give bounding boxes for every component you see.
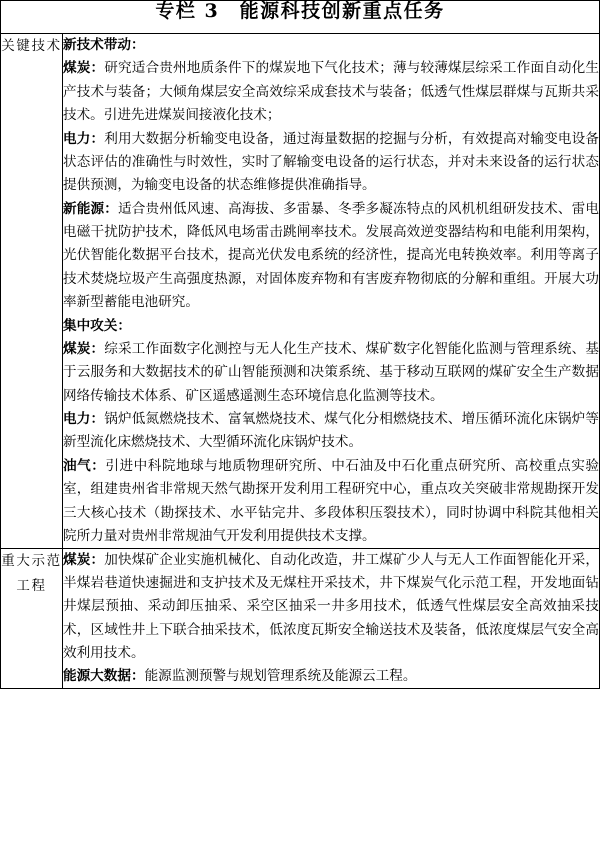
content-item: [63, 549, 599, 665]
content-item: [63, 198, 599, 315]
row-label-text: 关键技术: [1, 38, 62, 54]
content-item: [63, 57, 599, 127]
item-lead: 煤炭：: [63, 552, 105, 569]
content-item: [63, 665, 599, 688]
content-heading: [63, 34, 599, 57]
table-row: [1, 549, 600, 689]
item-lead: 电力：: [63, 130, 105, 147]
row-label-major-demo-projects: [1, 549, 63, 689]
row-content-major-demo-projects: [63, 549, 600, 689]
item-text: 研究适合贵州地质条件下的煤炭地下气化技术；薄与较薄煤层综采工作面自动化生产技术与装备；大倾角煤层安全高效综采成套技术与装备；低透气性煤层群煤与瓦斯共采技术。引进先进煤炭间接液化技术；: [63, 60, 600, 124]
table-row: [1, 34, 600, 549]
item-text: 引进中科院地球与地质物理研究所、中石油及中石化重点研究所、高校重点实验室，组建贵州省非常规天然气勘探开发利用工程研究中心，重点攻关突破非常规勘探开发三大核心技术（勘探技术、水平钻完井、多段体积压裂技术），同时协调中科院其他相关院所力量对贵州非常规油气开发利用提供技术支撑。: [63, 457, 599, 544]
content-item: [63, 128, 599, 198]
box-title-cell: [1, 1, 600, 34]
table-title-row: [1, 1, 600, 34]
item-lead: 新能源：: [63, 200, 118, 217]
table-body: [1, 1, 600, 689]
item-lead: 煤炭：: [63, 340, 105, 357]
item-lead: 油气：: [63, 457, 106, 474]
row-label-text: 重大示范工程: [1, 553, 62, 595]
row-label-key-technology: [1, 34, 63, 549]
item-lead: 煤炭：: [63, 60, 105, 77]
item-lead: 能源大数据：: [63, 667, 145, 684]
content-item: [63, 455, 599, 549]
item-text: 锅炉低氮燃烧技术、富氧燃烧技术、煤气化分相燃烧技术、增压循环流化床锅炉等新型流化床燃烧技术、大型循环流化床锅炉技术。: [63, 411, 600, 451]
item-text: 利用大数据分析输变电设备，通过海量数据的挖掘与分析，有效提高对输变电设备状态评估的准确性与时效性，实时了解输变电设备的运行状态，并对未来设备的运行状态提供预测，为输变电设备的状态维修提供准确指导。: [63, 130, 600, 194]
content-heading: [63, 315, 599, 338]
item-text: 综采工作面数字化测控与无人化生产技术、煤矿数字化智能化监测与管理系统、基于云服务和大数据技术的矿山智能预测和决策系统、基于移动互联网的煤矿安全生产数据网络传输技术体系、矿区遥感遥测生态环境信息化监测等技术。: [63, 340, 600, 404]
item-text: 适合贵州低风速、高海拔、多雷暴、冬季多凝冻特点的风机机组研发技术、雷电电磁干扰防护技术，降低风电场雷击跳闸率技术。发展高效逆变器结构和电能利用架构，光伏智能化数据平台技术，提高光伏发电系统的经济性，提高光电转换效率。利用等离子技术焚烧垃圾产生高强度热源，对固体废弃物和有害废弃物彻底的分解和重组。开展大功率新型蓄能电池研究。: [63, 200, 600, 311]
content-item: [63, 338, 599, 408]
content-heading-text: 集中攻关：: [63, 317, 131, 334]
item-text: 加快煤矿企业实施机械化、自动化改造，井工煤矿少人与无人工作面智能化开采，半煤岩巷道快速掘进和支护技术及无煤柱开采技术，井下煤炭气化示范工程，开发地面钻井煤层预抽、采动卸压抽采、采空区抽采一井多用技术，低透气性煤层安全高效抽采技术，区域性井上下联合抽采技术，低浓度瓦斯安全输送技术及装备，低浓度煤层气安全高效利用技术。: [63, 552, 600, 661]
item-lead: 电力：: [63, 411, 105, 427]
content-heading-text: 新技术带动：: [63, 37, 145, 53]
row-content-key-technology: [63, 34, 600, 549]
page-title: 专栏 3 能源科技创新重点任务: [155, 0, 445, 22]
item-text: 能源监测预警与规划管理系统及能源云工程。: [144, 667, 417, 684]
content-item: [63, 408, 599, 455]
